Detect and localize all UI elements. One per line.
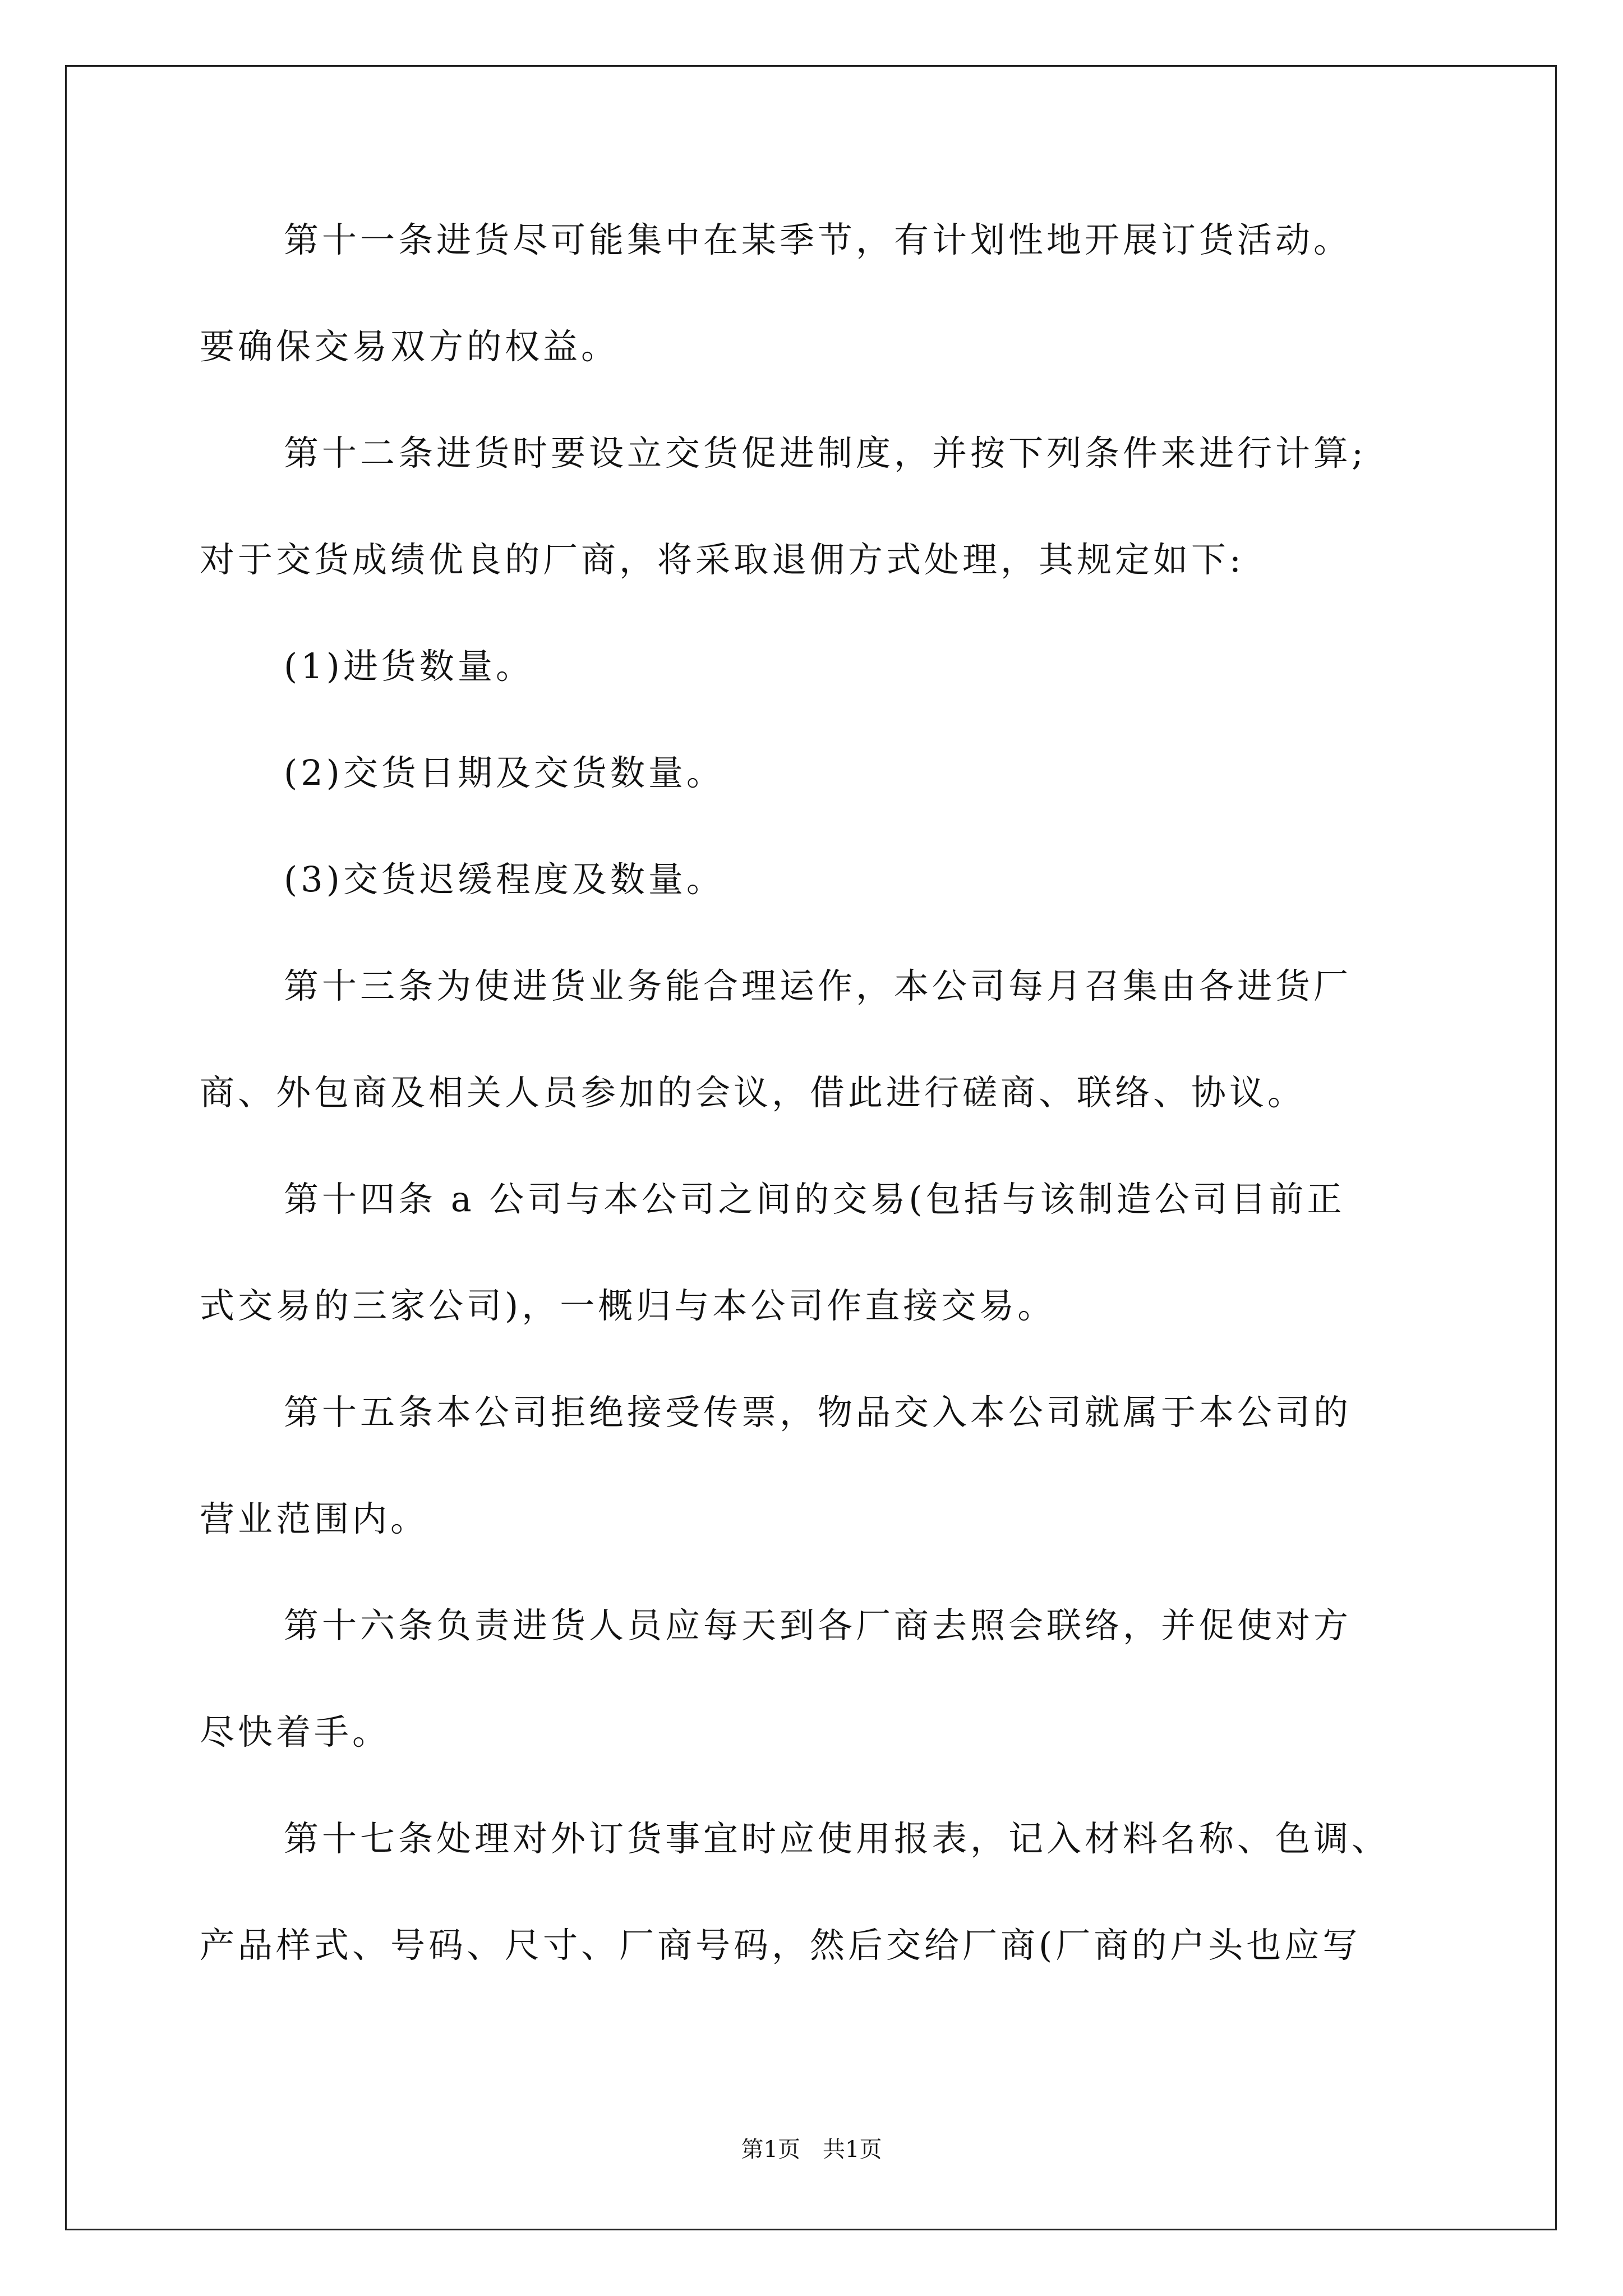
paragraph-line: 第十三条为使进货业务能合理运作，本公司每月召集由各进货厂: [284, 965, 1352, 1006]
paragraph-line: 要确保交易双方的权益。: [200, 326, 620, 367]
paragraph-line: 式交易的三家公司)，一概归与本公司作直接交易。: [200, 1285, 1056, 1326]
paragraph-line: 商、外包商及相关人员参加的会议，借此进行磋商、联络、协议。: [200, 1072, 1306, 1113]
list-item: (2)交货日期及交货数量。: [284, 752, 725, 793]
paragraph-line: 营业范围内。: [200, 1498, 429, 1539]
paragraph-line: 第十五条本公司拒绝接受传票，物品交入本公司就属于本公司的: [284, 1392, 1352, 1433]
document-body: [200, 220, 1461, 2032]
paragraph-line: 第十二条进货时要设立交货促进制度，并按下列条件来进行计算;: [284, 432, 1367, 473]
page-number-footer: 第1页 共1页: [741, 2137, 882, 2162]
paragraph-line: 第十七条处理对外订货事宜时应使用报表，记入材料名称、色调、: [284, 1818, 1390, 1859]
paragraph-line: 产品样式、号码、尺寸、厂商号码，然后交给厂商(厂商的户头也应写: [200, 1925, 1361, 1966]
paragraph-line: 第十一条进货尽可能集中在某季节，有计划性地开展订货活动。: [284, 219, 1352, 260]
paragraph-line: 尽快着手。: [200, 1711, 391, 1752]
list-item: (1)进货数量。: [284, 646, 534, 687]
list-item: (3)交货迟缓程度及数量。: [284, 859, 725, 900]
paragraph-line: 第十四条 a 公司与本公司之间的交易(包括与该制造公司目前正: [284, 1179, 1345, 1220]
paragraph-line: 对于交货成绩优良的厂商，将采取退佣方式处理，其规定如下:: [200, 539, 1244, 580]
paragraph-line: 第十六条负责进货人员应每天到各厂商去照会联络，并促使对方: [284, 1605, 1352, 1646]
